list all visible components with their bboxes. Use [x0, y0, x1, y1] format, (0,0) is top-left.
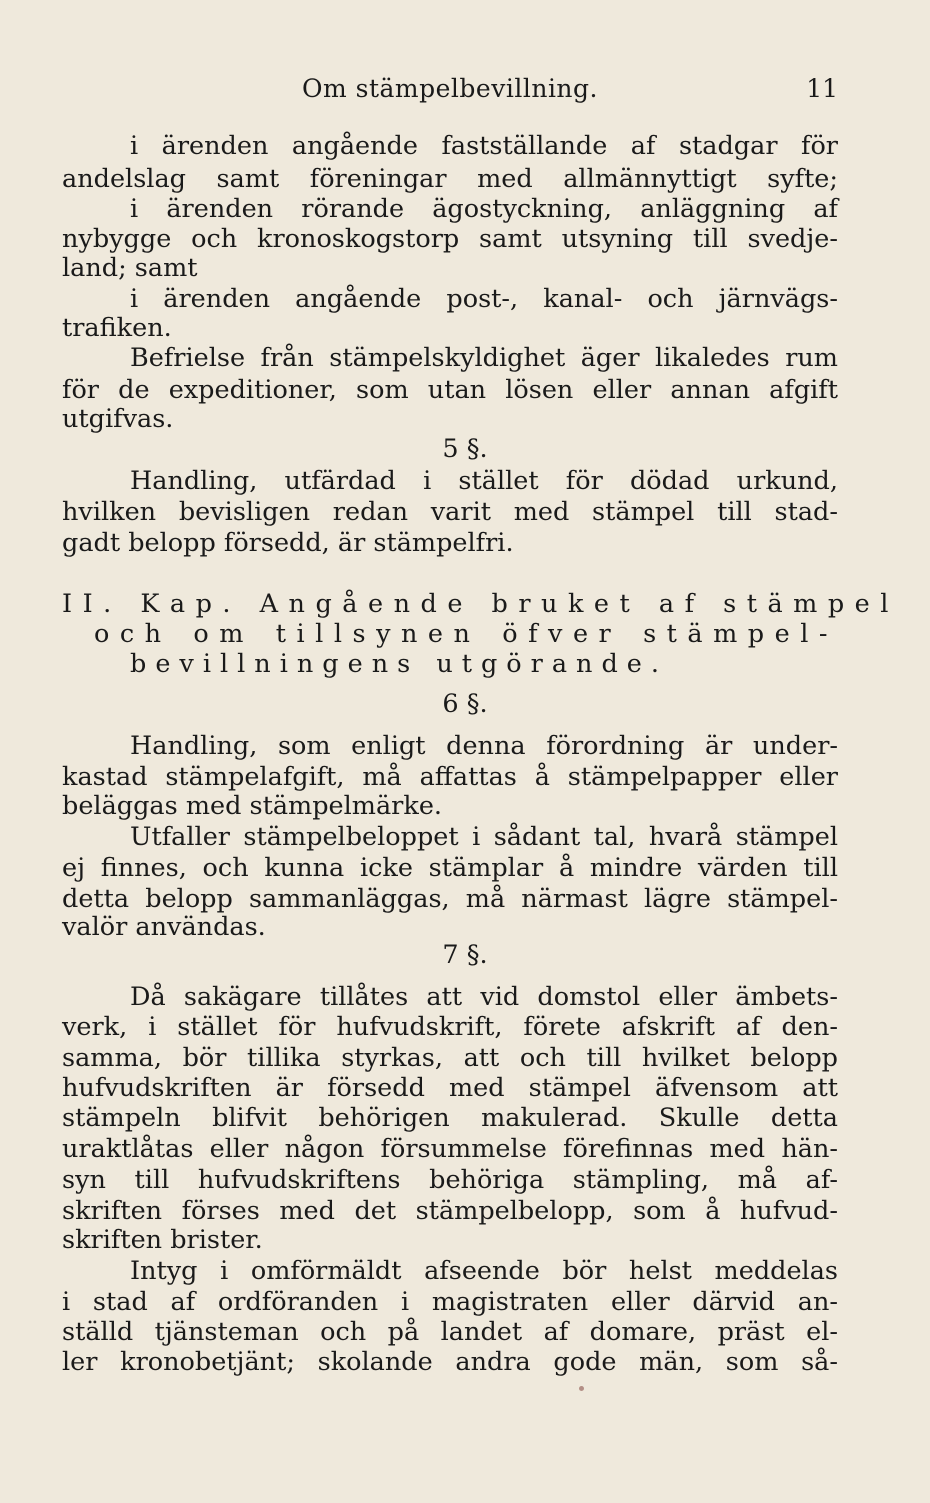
chapter-heading: och om tillsynen öfver stämpel- — [94, 619, 838, 649]
text-line: beläggas med stämpelmärke. — [62, 791, 443, 821]
chapter-heading: bevillningens utgörande. — [130, 649, 668, 679]
text-line: Intyg i omförmäldt afseende bör helst meddelas — [130, 1256, 838, 1286]
text-line: i ärenden angående post-, kanal- och järnvägs- — [130, 284, 838, 314]
text-line: nybygge och kronoskogstorp samt utsyning till svedje- — [62, 224, 838, 254]
section-heading: 6 §. — [442, 689, 488, 719]
ink-speck — [579, 1386, 584, 1391]
text-line: hvilken bevisligen redan varit med stämpel till stad- — [62, 497, 838, 527]
text-line: hufvudskriften är försedd med stämpel äfvensom att — [62, 1073, 838, 1103]
text-line: verk, i stället för hufvudskrift, förete afskrift af den- — [62, 1012, 838, 1042]
text-line: gadt belopp försedd, är stämpelfri. — [62, 528, 514, 558]
text-line: skriften förses med det stämpelbelopp, som å hufvud- — [62, 1196, 838, 1226]
text-line: kastad stämpelafgift, må affattas å stämpelpapper eller — [62, 762, 838, 792]
text-line: skriften brister. — [62, 1225, 263, 1255]
text-line: ställd tjänsteman och på landet af domare, präst el- — [62, 1317, 838, 1347]
text-line: andelslag samt föreningar med allmännyttigt syfte; — [62, 164, 838, 194]
text-line: land; samt — [62, 253, 198, 283]
text-line: i ärenden rörande ägostyckning, anläggning af — [130, 194, 838, 224]
text-line: Handling, utfärdad i stället för dödad urkund, — [130, 466, 838, 496]
text-line: Då sakägare tillåtes att vid domstol eller ämbets- — [130, 982, 838, 1012]
text-line: detta belopp sammanläggas, må närmast lägre stämpel- — [62, 884, 838, 914]
text-line: ler kronobetjänt; skolande andra gode män, som så- — [62, 1347, 838, 1377]
text-line: ej finnes, och kunna icke stämplar å mindre värden till — [62, 853, 838, 883]
text-line: för de expeditioner, som utan lösen eller annan afgift — [62, 375, 838, 405]
text-line: uraktlåtas eller någon försummelse förefinnas med hän- — [62, 1134, 838, 1164]
page-header — [62, 74, 838, 108]
running-title: Om stämpelbevillning. — [302, 74, 598, 103]
chapter-heading: II. Kap. Angående bruket af stämpel — [62, 589, 899, 619]
text-line: stämpeln blifvit behörigen makulerad. Skulle detta — [62, 1103, 838, 1133]
section-heading: 7 §. — [442, 940, 488, 970]
text-line: Befrielse från stämpelskyldighet äger likaledes rum — [130, 343, 838, 373]
text-line: syn till hufvudskriftens behöriga stämpling, må af- — [62, 1165, 838, 1195]
text-line: Handling, som enligt denna förordning är under- — [130, 731, 838, 761]
text-line: trafiken. — [62, 313, 172, 343]
text-line: i stad af ordföranden i magistraten eller därvid an- — [62, 1287, 838, 1317]
text-line: samma, bör tillika styrkas, att och till hvilket belopp — [62, 1043, 838, 1073]
text-line: i ärenden angående fastställande af stadgar för — [130, 131, 838, 161]
section-heading: 5 §. — [442, 434, 488, 464]
text-line: Utfaller stämpelbeloppet i sådant tal, hvarå stämpel — [130, 822, 838, 852]
page-number: 11 — [806, 74, 838, 103]
text-line: utgifvas. — [62, 404, 174, 434]
text-line: valör användas. — [62, 912, 266, 942]
